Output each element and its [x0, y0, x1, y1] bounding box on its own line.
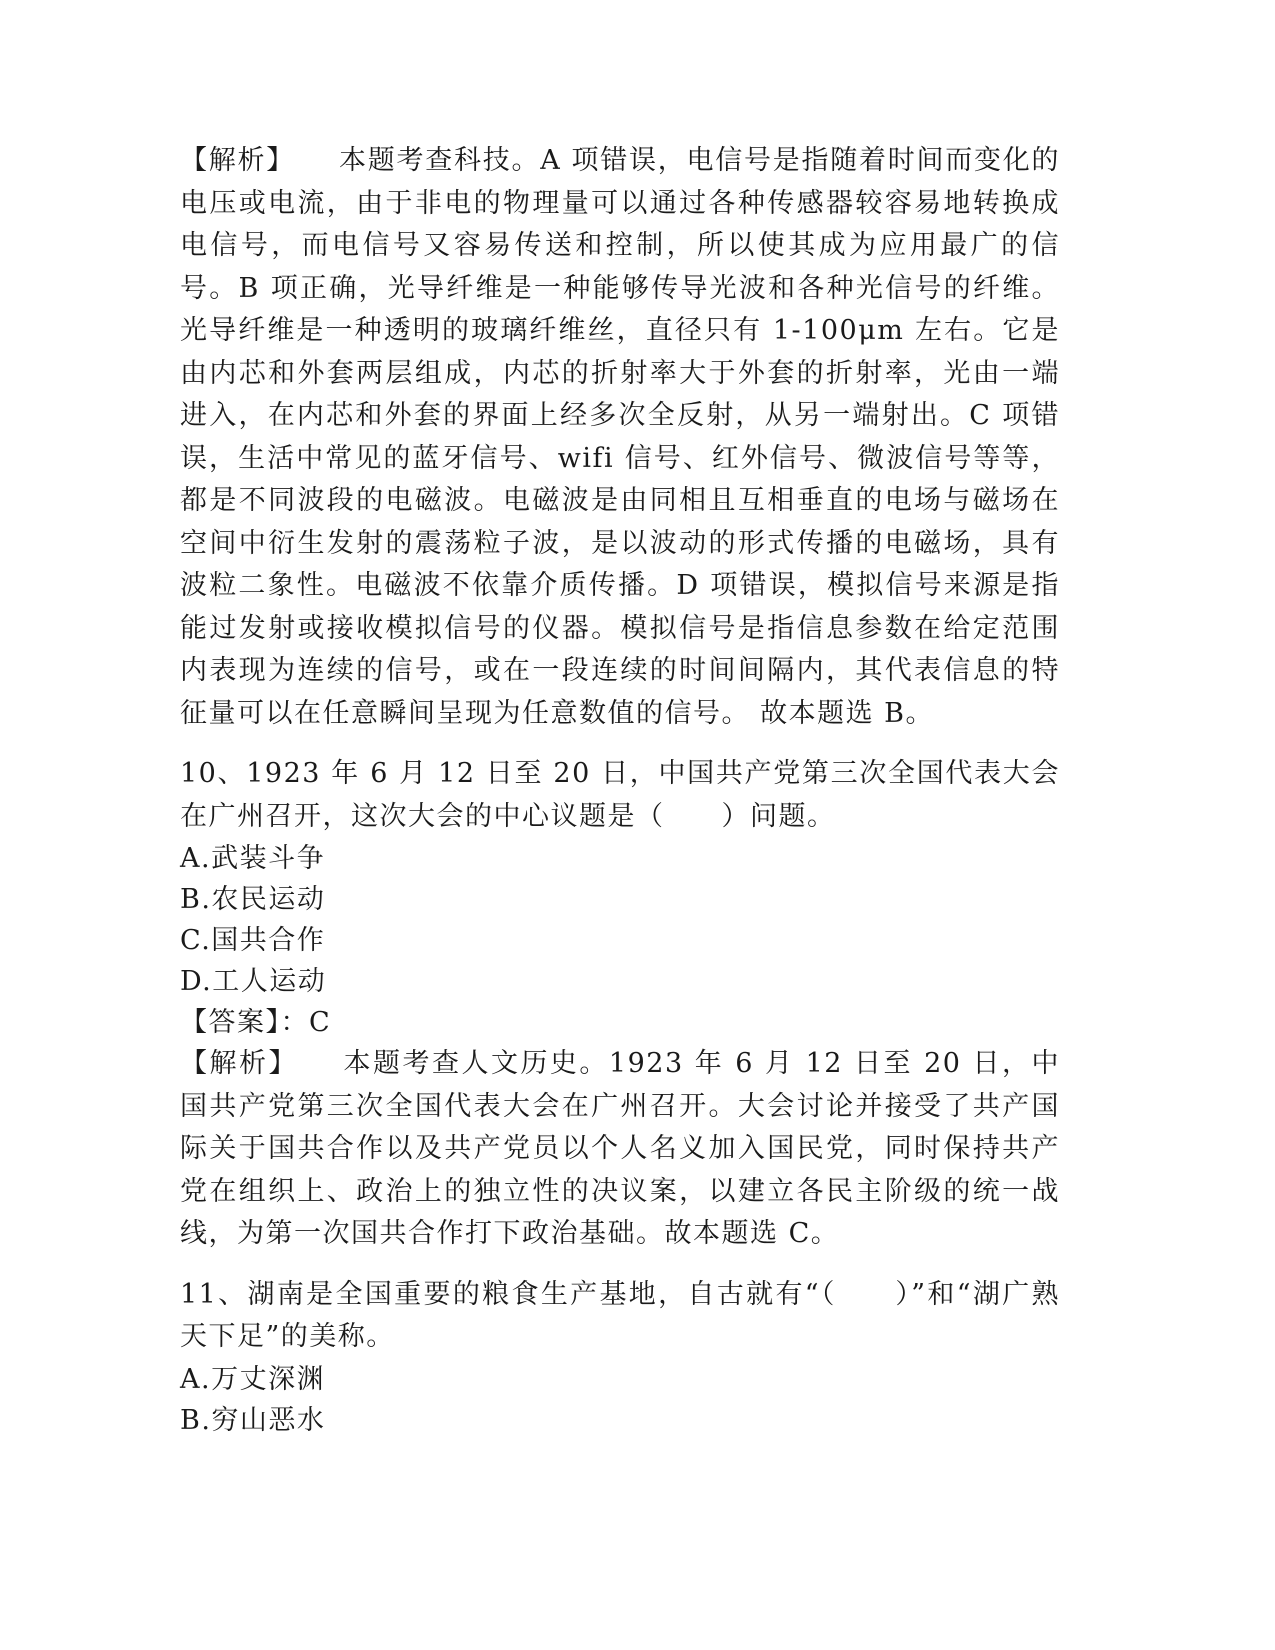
- answer-value: ：C: [280, 1007, 332, 1038]
- question-10-stem: 10、1923 年 6 月 12 日至 20 日，中国共产党第三次全国代表大会在广州召开，这次大会的中心议题是（ ）问题。: [180, 758, 1060, 832]
- answer-label: 【答案】: [180, 1007, 281, 1038]
- document-page: [180, 140, 1060, 1441]
- q11-option-a: A.万丈深渊: [180, 1363, 326, 1395]
- analysis-label: 【解析】: [180, 1048, 285, 1079]
- q10-option-d: D.工人运动: [180, 966, 327, 997]
- q9-analysis: [180, 140, 1060, 735]
- q10-option-a: A.武装斗争: [180, 843, 326, 874]
- q10-option-b: B.农民运动: [180, 884, 326, 915]
- q10-analysis: [180, 1043, 1060, 1256]
- q10-answer: [180, 1002, 1060, 1043]
- analysis-text: 本题考查人文历史。1923 年 6 月 12 日至 20 日，中国共产党第三次全国代表大会在广州召开。大会讨论并接受了共产国际关于国共合作以及共产党员以个人名义加入国民党，同时保持共产党在组织上、政治上的独立性的决议案，以建立各民主阶级的统一战线，为第一次国共合作打下政治基础。故本题选 C。: [180, 1048, 1061, 1249]
- analysis-label: 【解析】: [180, 145, 282, 176]
- question-11-stem: 11、湖南是全国重要的粮食生产基地，自古就有“（ ）”和“湖广熟天下足”的美称。: [180, 1278, 1060, 1352]
- q11-option-b: B.穷山恶水: [180, 1404, 326, 1436]
- analysis-text: 本题考查科技。A 项错误，电信号是指随着时间而变化的电压或电流，由于非电的物理量可以通过各种传感器较容易地转换成电信号，而电信号又容易传送和控制，所以使其成为应用最广的信号。B 项正确，光导纤维是一种能够传导光波和各种光信号的纤维。光导纤维是一种透明的玻璃纤维丝，直径只有 1-100μm 左右。它是由内芯和外套两层组成，内芯的折射率大于外套的折射率，光由一端进入，在内芯和外套的界面上经多次全反射，从另一端射出。C 项错误，生活中常见的蓝牙信号、wifi 信号、红外信号、微波信号等等，都是不同波段的电磁波。电磁波是由同相且互相垂直的电场与磁场在空间中衍生发射的震荡粒子波，是以波动的形式传播的电磁场，具有波粒二象性。电磁波不依靠介质传播。D 项错误，模拟信号来源是指能过发射或接收模拟信号的仪器。模拟信号是指信息参数在给定范围内表现为连续的信号，或在一段连续的时间间隔内，其代表信息的特征量可以在任意瞬间呈现为任意数值的信号。 故本题选 B。: [180, 145, 1061, 729]
- q10-option-c: C.国共合作: [180, 925, 326, 956]
